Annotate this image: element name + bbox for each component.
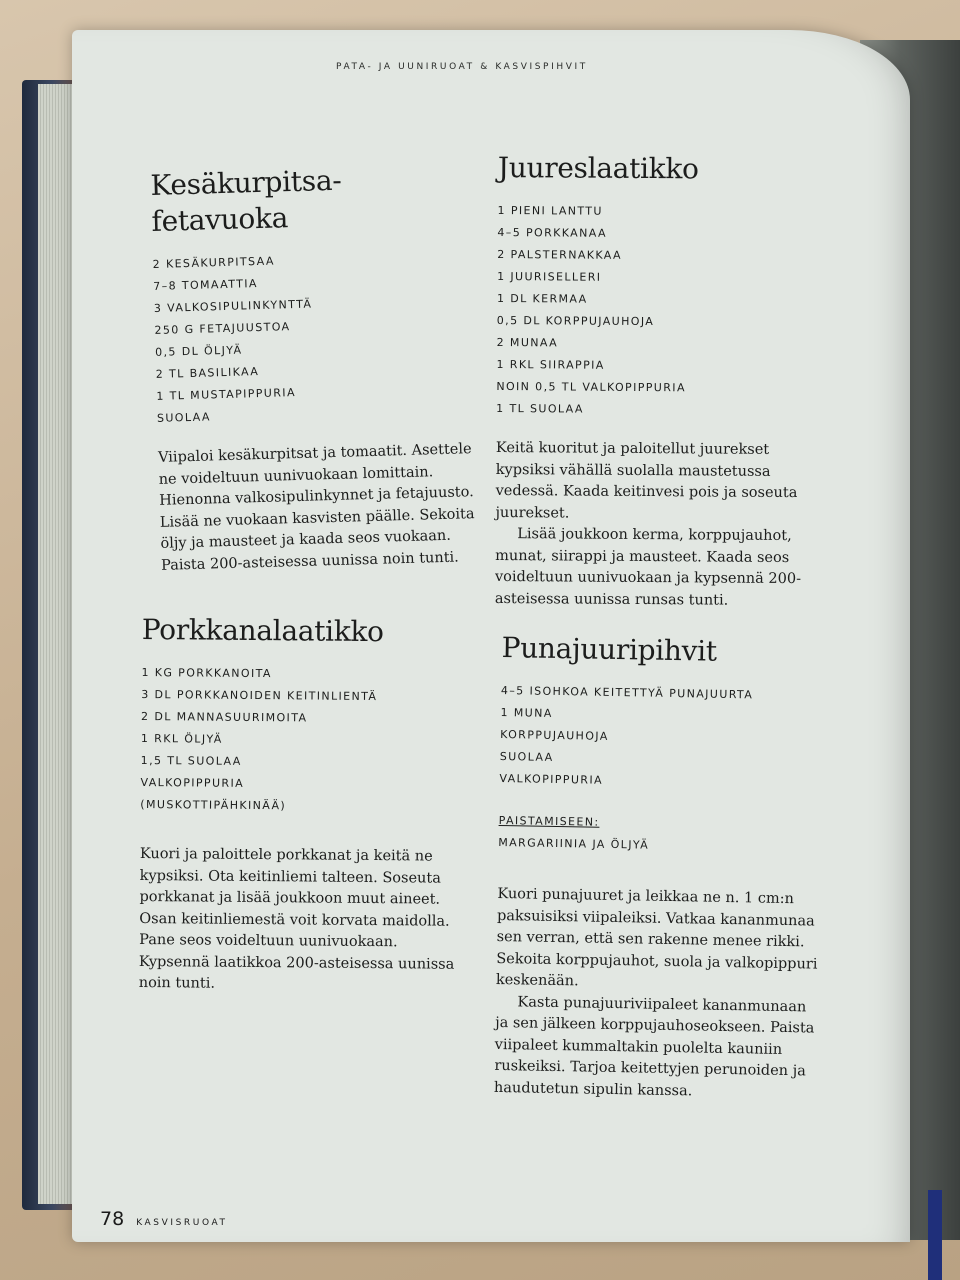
ingredient-item: NOIN 0,5 TL VALKOPIPPURIA — [496, 379, 686, 395]
method-paragraph: Kuori ja paloittele porkkanat ja keitä ne kypsiksi. Ota keitinliemi talteen. Soseuta porkkanat ja lisää joukkoon muut aineet. Osan keitinliemestä voit korvata maidolla. Pane seos voideltuun uunivuokaan. Kypsennä laatikkoa 200-asteisessa uunissa noin tunti. — [138, 845, 455, 992]
ingredient-item: 2 TL BASILIKAA — [155, 365, 260, 381]
ingredient-item: 4–5 PORKKANAA — [497, 225, 607, 240]
ingredient-item: 3 VALKOSIPULINKYNTTÄ — [153, 297, 313, 315]
recipe-title — [498, 150, 816, 188]
ingredient-item: 250 G FETAJUUSTOA — [154, 320, 291, 337]
ingredient-item: 1 JUURISELLERI — [497, 269, 602, 284]
recipe-title-line: Juureslaatikko — [497, 150, 699, 186]
ingredient-item: 1 MUNA — [500, 705, 553, 720]
ingredient-item: 2 MUNAA — [496, 335, 559, 350]
ingredient-item: 1 KG PORKKANOITA — [141, 665, 272, 681]
ingredient-item: 4–5 ISOHKOA KEITETTYÄ PUNAJUURTA — [500, 683, 754, 702]
method-text — [494, 884, 823, 1105]
ingredient-item: 1 RKL SIIRAPPIA — [496, 357, 605, 372]
ingredient-item: 7–8 TOMAATTIA — [153, 277, 259, 293]
recipe-title-line: Punajuuripihvit — [501, 630, 718, 668]
ingredient-list — [496, 200, 816, 422]
ingredient-item: 0,5 DL KORPPUJAUHOJA — [496, 313, 655, 329]
method-paragraph: Kuori punajuuret ja leikkaa ne n. 1 cm:n paksuisiksi viipaleiksi. Vatkaa kananmunaa sen verran, että sen rakenne menee rikki. Sekoita korppujauhot, suola ja valkopippuri keskenään. — [495, 885, 818, 990]
method-paragraph: Keitä kuoritut ja paloitellut juurekset kypsiksi vähällä suolalla maustetussa vedessä. Kaada keitinvesi pois ja soseuta juurekset. — [495, 439, 798, 522]
ingredient-item: MARGARIINIA JA ÖLJYÄ — [498, 835, 650, 852]
ingredient-item: 2 KESÄKURPITSAA — [152, 254, 275, 271]
ingredient-item: 2 DL MANNASUURIMOITA — [141, 709, 308, 725]
ingredient-item: 1 PIENI LANTTU — [497, 203, 603, 218]
ingredient-item: (MUSKOTTIPÄHKINÄÄ) — [140, 797, 287, 813]
recipe-title-line: Porkkanalaatikko — [141, 612, 384, 649]
ingredient-item: 1 RKL ÖLJYÄ — [140, 731, 223, 746]
ingredient-item: 1 TL SUOLAA — [496, 401, 584, 416]
recipe-kesakurpitsa-fetavuoka — [150, 159, 486, 577]
recipe-title — [142, 612, 462, 651]
method-paragraph: Viipaloi kesäkurpitsat ja tomaatit. Asettele ne voideltuun uunivuokaan lomittain. Hienonna valkosipulinkynnet ja fetajuusto. Lisää ne vuokaan kasvisten päälle. Sekoita öljy ja mausteet ja kaada seos vuokaan. Paista 200-asteisessa uunissa noin tunti. — [157, 441, 475, 574]
ingredient-item: 2 PALSTERNAKKAA — [497, 247, 623, 262]
recipe-title — [501, 630, 827, 672]
page-footer — [100, 1208, 228, 1230]
ingredient-item: 1,5 TL SUOLAA — [140, 753, 242, 768]
section-name: KASVISRUOAT — [136, 1218, 228, 1228]
ingredient-item: 1 TL MUSTAPIPPURIA — [156, 386, 297, 403]
ingredient-item: VALKOPIPPURIA — [499, 771, 604, 787]
method-paragraph: Kasta punajuuriviipaleet kananmunaan ja sen jälkeen korppujauhoseokseen. Paista viipaleet kummaltakin puolelta kauniin ruskeiksi. Tarjoa keitettyjen perunoiden ja haudutetun sipulin kanssa. — [493, 993, 815, 1099]
recipe-porkkanalaatikko — [139, 612, 462, 997]
ingredient-item: 1 DL KERMAA — [496, 291, 588, 306]
ingredient-list — [152, 245, 482, 430]
ingredient-list — [140, 662, 461, 819]
recipe-title — [150, 159, 477, 240]
running-head: PATA- JA UUNIRUOAT & KASVISPIHVIT — [336, 62, 588, 72]
method-text — [158, 439, 486, 577]
ingredient-item: KORPPUJAUHOJA — [500, 727, 609, 743]
page-number: 78 — [100, 1208, 125, 1230]
ingredient-item: SUOLAA — [156, 410, 211, 425]
recipe-title-line: fetavuoka — [151, 201, 289, 238]
ingredient-item: SUOLAA — [499, 749, 554, 764]
ingredient-subheading: PAISTAMISEEN: — [498, 813, 600, 829]
method-text — [139, 844, 460, 997]
ingredient-item: 3 DL PORKKANOIDEN KEITINLIENTÄ — [141, 687, 378, 704]
ingredient-list — [499, 680, 826, 796]
bookmark-ribbon — [928, 1190, 942, 1280]
recipe-juureslaatikko — [495, 150, 816, 612]
recipe-punajuuripihvit — [494, 630, 827, 1105]
method-text — [495, 438, 814, 612]
sub-ingredient-list — [498, 832, 823, 860]
method-paragraph: Lisää joukkoon kerma, korppujauhot, munat, siirappi ja mausteet. Kaada seos voideltuun uunivuokaan ja kypsennä 200-asteisessa uunissa runsas tunti. — [494, 526, 802, 609]
recipe-title-line: Kesäkurpitsa- — [150, 163, 342, 202]
ingredient-item: VALKOPIPPURIA — [140, 775, 245, 790]
ingredient-item: 0,5 DL ÖLJYÄ — [154, 343, 243, 359]
